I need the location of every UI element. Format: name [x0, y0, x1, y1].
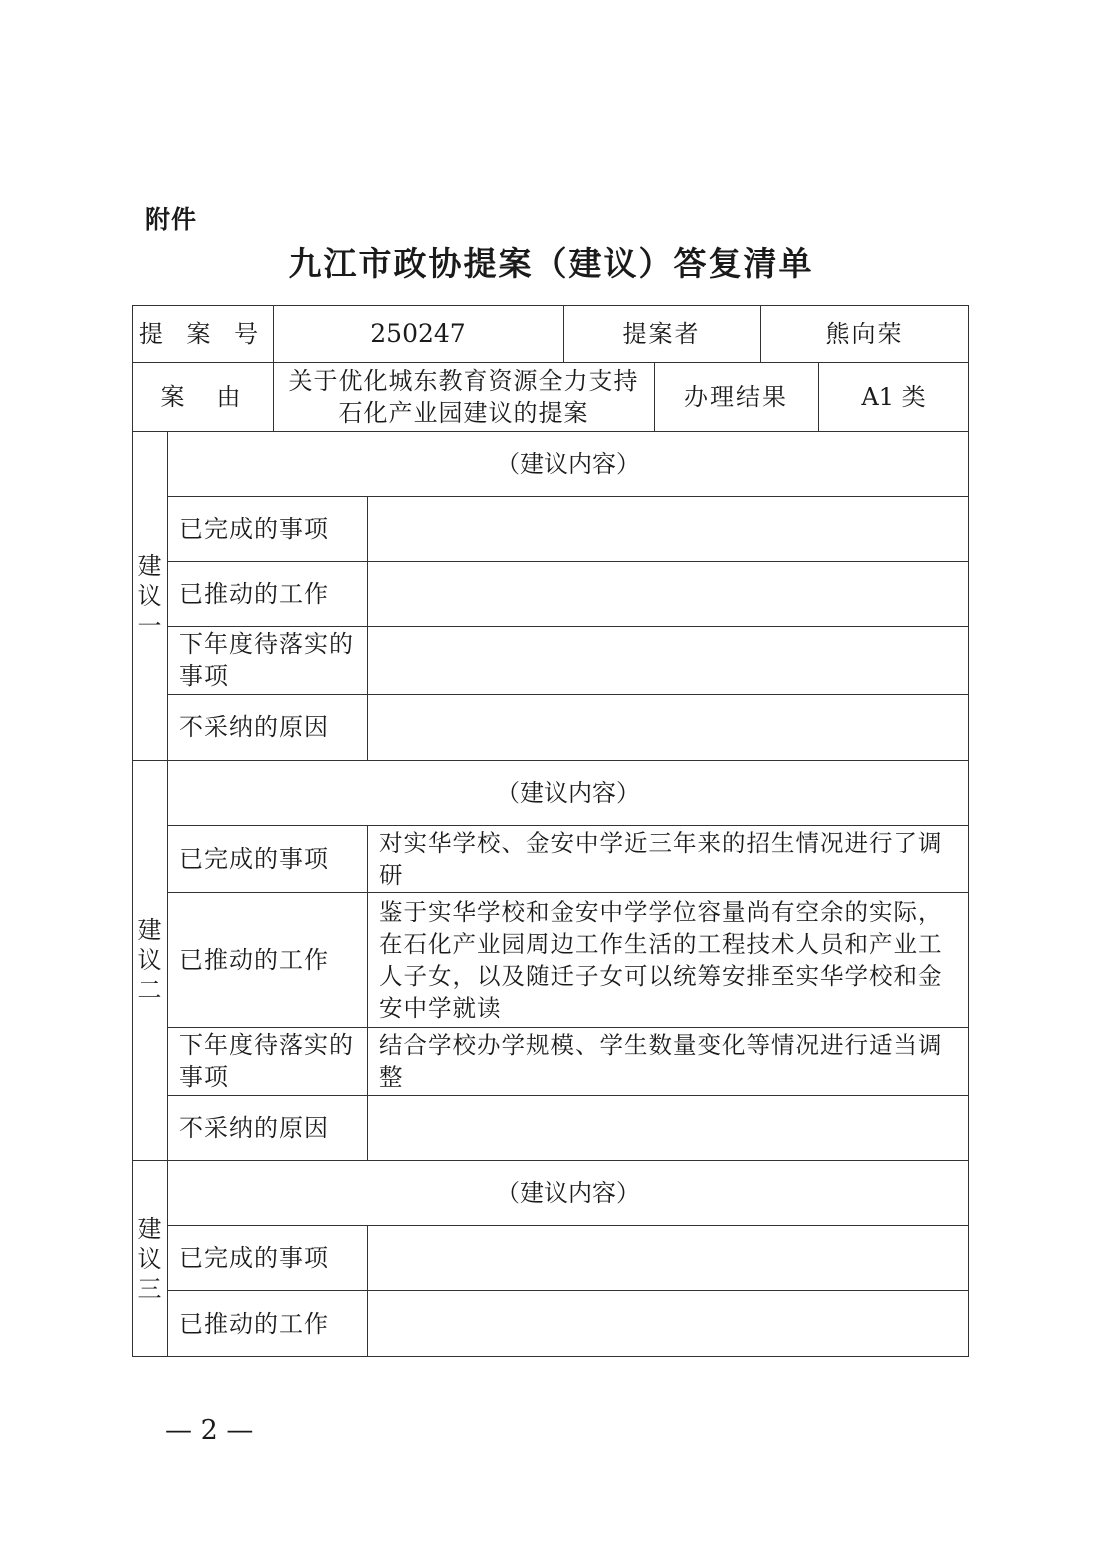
- suggestion-2-next-year-label: 下年度待落实的事项: [179, 1031, 354, 1091]
- suggestion-2-completed-value: 对实华学校、金安中学近三年来的招生情况进行了调研: [379, 828, 943, 889]
- suggestion-1-content-header: （建议内容）: [496, 449, 640, 478]
- suggestion-2-rejected-label: 不采纳的原因: [179, 1113, 329, 1142]
- suggestion-3-completed-value: [367, 1225, 969, 1290]
- page-number: — 2 —: [165, 1415, 254, 1446]
- suggestion-2-label: 建 议 二: [137, 916, 162, 1004]
- suggestion-2-content-header: （建议内容）: [496, 778, 640, 807]
- suggestion-3-content-header: （建议内容）: [496, 1178, 640, 1207]
- suggestion-2-rejected-value: [367, 1095, 969, 1160]
- proposal-no-label: 提 案 号: [138, 319, 267, 348]
- suggestion-1-rejected-label: 不采纳的原因: [179, 713, 329, 741]
- suggestion-1-label: 建 议 一: [137, 551, 162, 640]
- suggestion-3-completed-label: 已完成的事项: [179, 1243, 329, 1272]
- suggestion-1-next-year-value: [367, 626, 969, 694]
- suggestion-2-progress-label: 已推动的工作: [179, 945, 329, 974]
- suggestion-1-completed-label: 已完成的事项: [179, 514, 329, 543]
- suggestion-3-progress-value: [367, 1290, 969, 1357]
- document-title: 九江市政协提案（建议）答复清单: [288, 244, 814, 283]
- result-label: 办理结果: [684, 382, 788, 411]
- suggestion-1-completed-value: [367, 496, 969, 561]
- proposer-value: 熊向荣: [825, 319, 904, 348]
- suggestion-2-progress-value: 鉴于实华学校和金安中学学位容量尚有空余的实际，在石化产业园周边工作生活的工程技术人员和产业工人子女，以及随迁子女可以统筹安排至实华学校和金安中学就读: [379, 897, 943, 1022]
- suggestion-2-next-year-value: 结合学校办学规模、学生数量变化等情况进行适当调整: [379, 1031, 943, 1091]
- subject-label: 案 由: [160, 382, 245, 411]
- suggestion-3-label: 建 议 三: [137, 1214, 162, 1303]
- result-value: A1 类: [861, 382, 926, 411]
- subject-value: 关于优化城东教育资源全力支持石化产业园建议的提案: [288, 366, 639, 427]
- proposer-label: 提案者: [622, 319, 701, 348]
- proposal-no-value: 250247: [370, 318, 466, 348]
- attachment-label: 附件: [145, 205, 198, 234]
- suggestion-1-progress-label: 已推动的工作: [179, 579, 329, 608]
- suggestion-2-completed-label: 已完成的事项: [179, 844, 329, 873]
- suggestion-1-progress-value: [367, 561, 969, 626]
- suggestion-3-progress-label: 已推动的工作: [179, 1309, 329, 1338]
- suggestion-1-rejected-value: [367, 694, 969, 760]
- suggestion-1-next-year-label: 下年度待落实的事项: [179, 630, 354, 690]
